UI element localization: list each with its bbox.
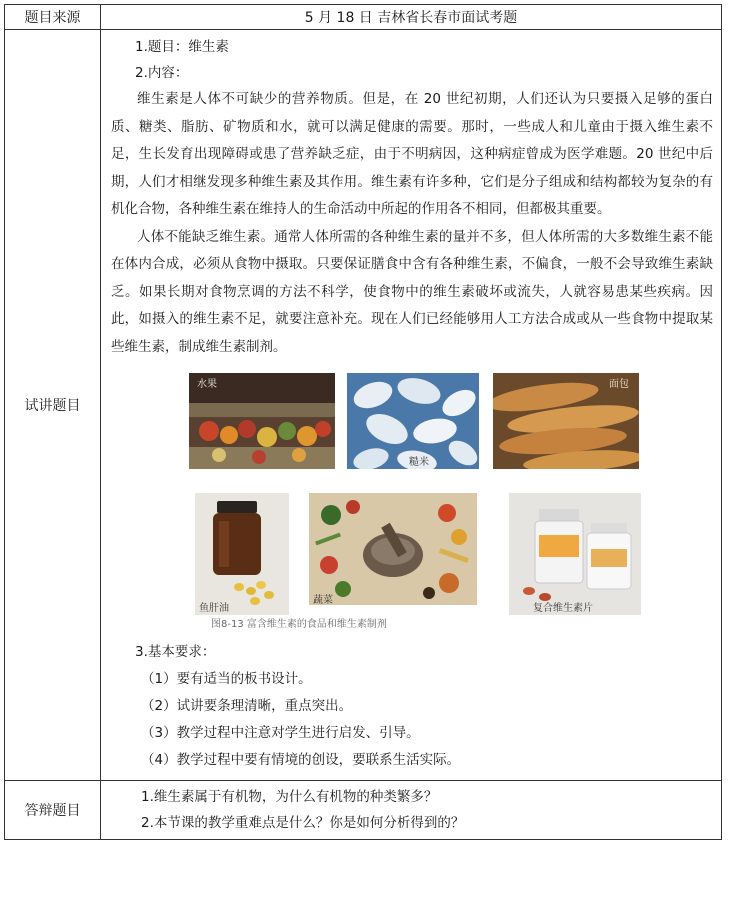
defense-content bbox=[101, 781, 722, 840]
lecture-row bbox=[5, 30, 722, 781]
defense-row bbox=[5, 781, 722, 840]
figure-photos bbox=[111, 367, 713, 635]
rice-photo bbox=[347, 373, 479, 469]
defense-question-2: 2.本节课的教学重难点是什么？你是如何分析得到的？ bbox=[141, 815, 465, 831]
topic-line: 1.题目：维生素 bbox=[135, 39, 229, 55]
paragraph-2: 人体不能缺乏维生素。通常人体所需的各种维生素的量并不多，但人体所需的大多数维生素不能在体内合成，必须从食物中摄取。只要保证膳食中含有各种维生素，不偏食，一般不会导致维生素缺乏。如果长期对食物烹调的方法不科学，使食物中的维生素破坏或流失，人就容易患某些疾病。因此，如摄入的维生素不足，就要注意补充。现在人们已经能够用人工方法合成或从一些食物中提取某些维生素，制成维生素制剂。 bbox=[111, 228, 713, 355]
source-value: 5 月 18 日 吉林省长春市面试考题 bbox=[101, 5, 722, 30]
header-row bbox=[5, 5, 722, 30]
fruit-photo bbox=[189, 373, 335, 469]
multivitamin-label: 复合维生素片 bbox=[533, 603, 593, 614]
bread-label: 面包 bbox=[609, 379, 629, 390]
requirement-2: （2）试讲要条理清晰，重点突出。 bbox=[141, 698, 353, 714]
vegetables-label: 蔬菜 bbox=[313, 595, 333, 605]
rice-label: 糙米 bbox=[409, 457, 429, 468]
requirement-4: （4）教学过程中要有情境的创设，要联系生活实际。 bbox=[141, 752, 461, 768]
fruit-label: 水果 bbox=[197, 379, 217, 390]
multivitamin-photo bbox=[509, 493, 641, 615]
paragraph-1: 维生素是人体不可缺少的营养物质。但是，在 20 世纪初期，人们还认为只要摄入足够的蛋白质、糖类、脂肪、矿物质和水，就可以满足健康的需要。那时，一些成人和儿童由于摄入维生素不足，生长发育出现障碍或患了营养缺乏症，由于不明病因，这种病症曾成为医学难题。20 世纪中后期，人们才相继发现多种维生素及其作用。维生素有许多种，它们是分子组成和结构都较为复杂的有机化合物，各种维生素在维持人的生命活动中所起的作用各不相同，但都极其重要。 bbox=[111, 91, 713, 217]
requirements-heading: 3.基本要求： bbox=[135, 644, 216, 660]
exam-sheet bbox=[4, 4, 722, 840]
lecture-content bbox=[101, 30, 722, 781]
defense-question-1: 1.维生素属于有机物，为什么有机物的种类繁多？ bbox=[141, 789, 438, 805]
requirement-1: （1）要有适当的板书设计。 bbox=[141, 671, 312, 687]
fish-oil-photo bbox=[195, 493, 289, 615]
figure-caption: 图8-13 富含维生素的食品和维生素制剂 bbox=[211, 619, 387, 630]
source-label: 题目来源 bbox=[5, 5, 101, 30]
content-heading: 2.内容： bbox=[135, 65, 189, 81]
defense-label: 答辩题目 bbox=[5, 781, 101, 840]
vegetables-photo bbox=[309, 493, 477, 605]
requirement-3: （3）教学过程中注意对学生进行启发、引导。 bbox=[141, 725, 420, 741]
fish-oil-label: 鱼肝油 bbox=[199, 603, 229, 614]
lecture-label: 试讲题目 bbox=[5, 30, 101, 781]
bread-photo bbox=[493, 373, 639, 469]
